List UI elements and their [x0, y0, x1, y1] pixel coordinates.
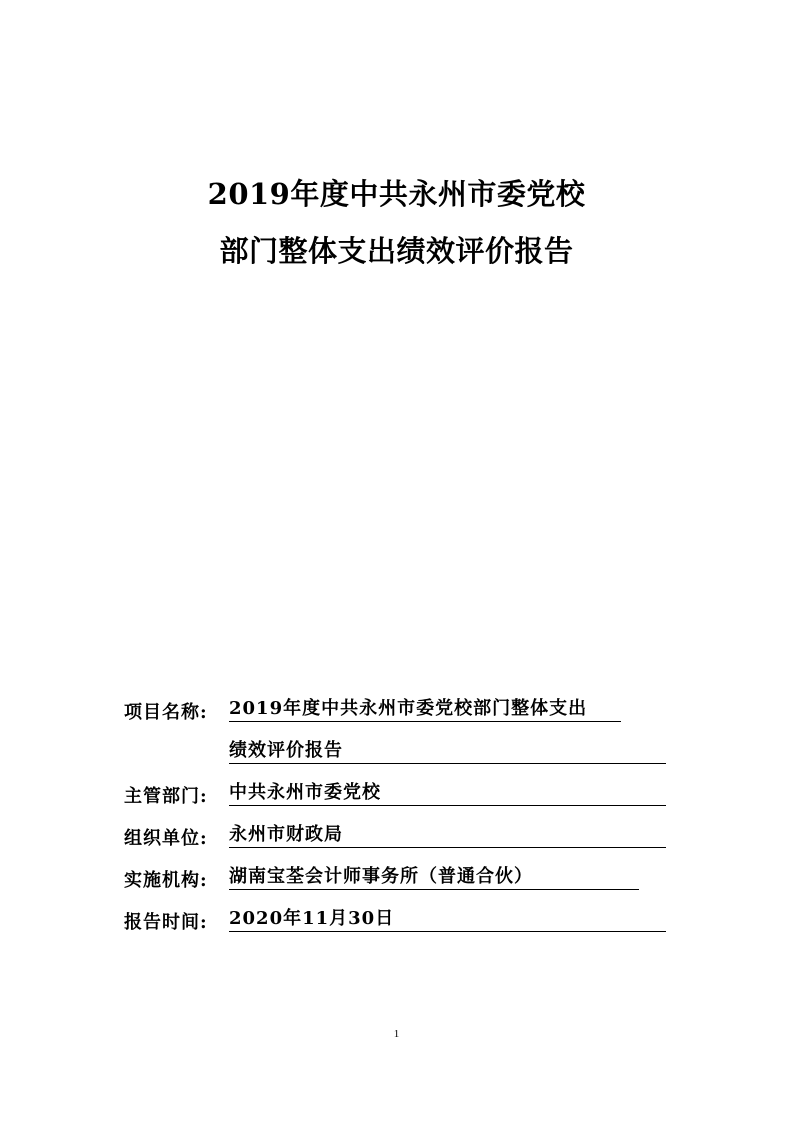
date-label: 报告时间:	[124, 912, 208, 933]
agency-value: 湖南宝荃会计师事务所（普通合伙）	[229, 866, 639, 890]
project-name-value-line1: 2019年度中共永州市委党校部门整体支出	[229, 698, 621, 722]
project-name-label: 项目名称:	[124, 702, 208, 723]
department-label: 主管部门:	[124, 786, 208, 807]
organizer-value: 永州市财政局	[229, 824, 666, 848]
agency-label: 实施机构:	[124, 870, 208, 891]
date-value: 2020年11月30日	[229, 908, 666, 932]
organizer-label: 组织单位:	[124, 828, 208, 849]
department-value: 中共永州市委党校	[229, 782, 666, 806]
project-name-value-line2: 绩效评价报告	[229, 740, 666, 764]
cover-title-line1: 2019年度中共永州市委党校	[207, 177, 586, 211]
cover-title-line2: 部门整体支出绩效评价报告	[219, 234, 574, 268]
page-number: 1	[393, 1028, 400, 1040]
